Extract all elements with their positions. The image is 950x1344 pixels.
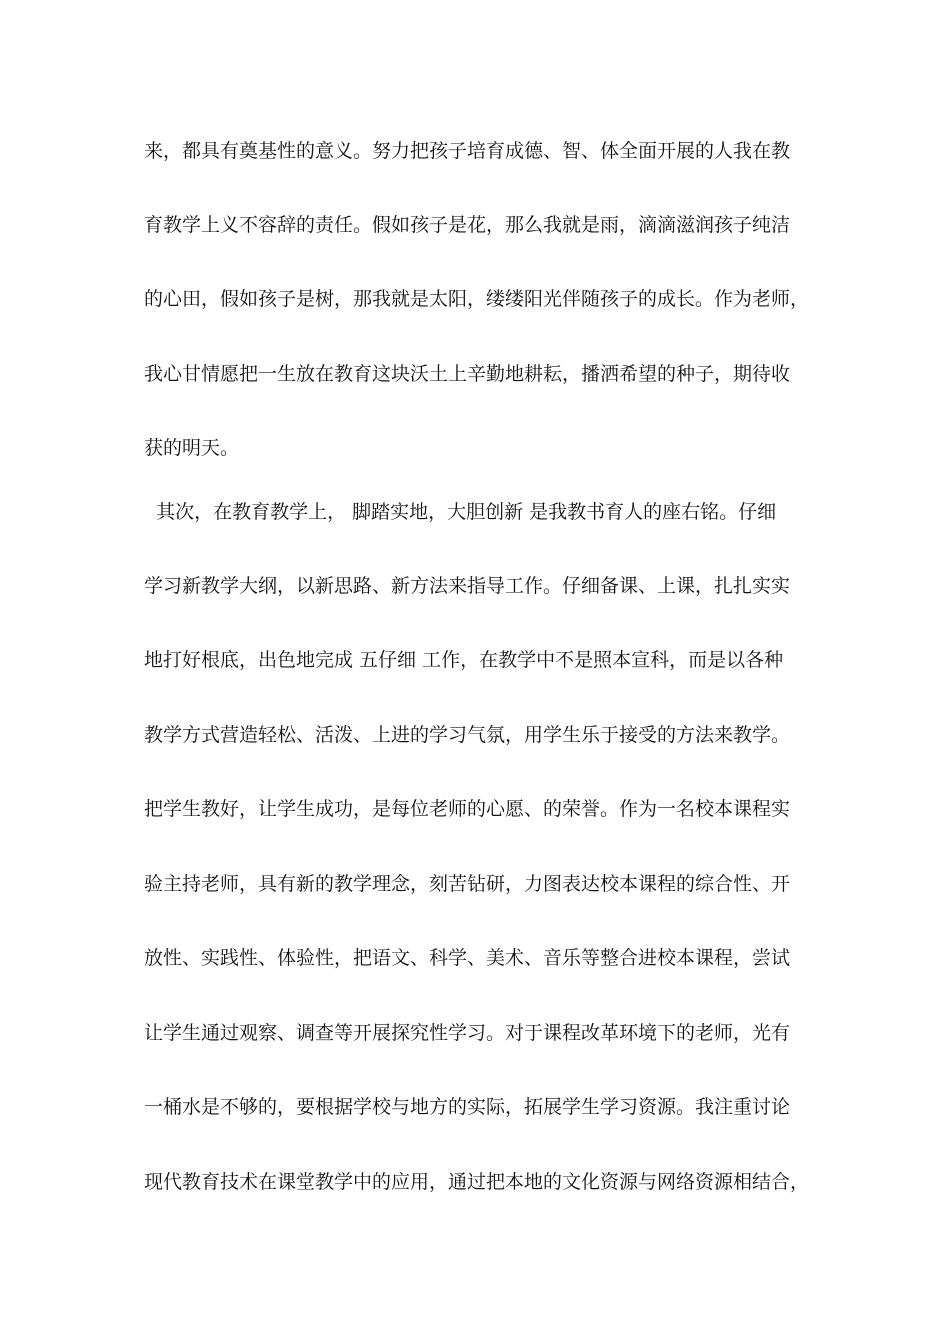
text-line: 育教学上义不容辞的责任。假如孩子是花，那么我就是雨，滴滴滋润孩子纯洁 — [144, 214, 791, 236]
text-line: 把学生教好，让学生成功，是每位老师的心愿、的荣誉。作为一名校本课程实 — [144, 798, 791, 820]
text-line: 我心甘情愿把一生放在教育这块沃土上辛勤地耕耘，播洒希望的种子，期待收 — [144, 363, 791, 385]
text-line: 其次，在教育教学上， 脚踏实地，大胆创新 是我教书育人的座右铭。仔细 — [144, 501, 777, 523]
text-line: 放性、实践性、体验性，把语文、科学、美术、音乐等整合进校本课程，尝试 — [144, 947, 791, 969]
text-line: 获的明天。 — [144, 437, 240, 459]
text-line: 教学方式营造轻松、活泼、上进的学习气氛，用学生乐于接受的方法来教学。 — [144, 724, 791, 746]
text-line: 地打好根底，出色地完成 五仔细 工作，在教学中不是照本宣科，而是以各种 — [144, 649, 784, 671]
text-line: 来，都具有奠基性的意义。努力把孩子培育成德、智、体全面开展的人我在教 — [144, 140, 791, 162]
text-line: 让学生通过观察、调查等开展探究性学习。对于课程改革环境下的老师，光有 — [144, 1022, 791, 1044]
text-line: 的心田，假如孩子是树，那我就是太阳，缕缕阳光伴随孩子的成长。作为老师， — [144, 288, 809, 310]
text-line: 验主持老师，具有新的教学理念，刻苦钻研，力图表达校本课程的综合性、开 — [144, 873, 791, 895]
text-line: 学习新教学大纲，以新思路、新方法来指导工作。仔细备课、上课，扎扎实实 — [144, 575, 791, 597]
text-line: 一桶水是不够的，要根据学校与地方的实际，拓展学生学习资源。我注重讨论 — [144, 1096, 791, 1118]
text-line: 现代教育技术在课堂教学中的应用，通过把本地的文化资源与网络资源相结合， — [144, 1171, 809, 1193]
